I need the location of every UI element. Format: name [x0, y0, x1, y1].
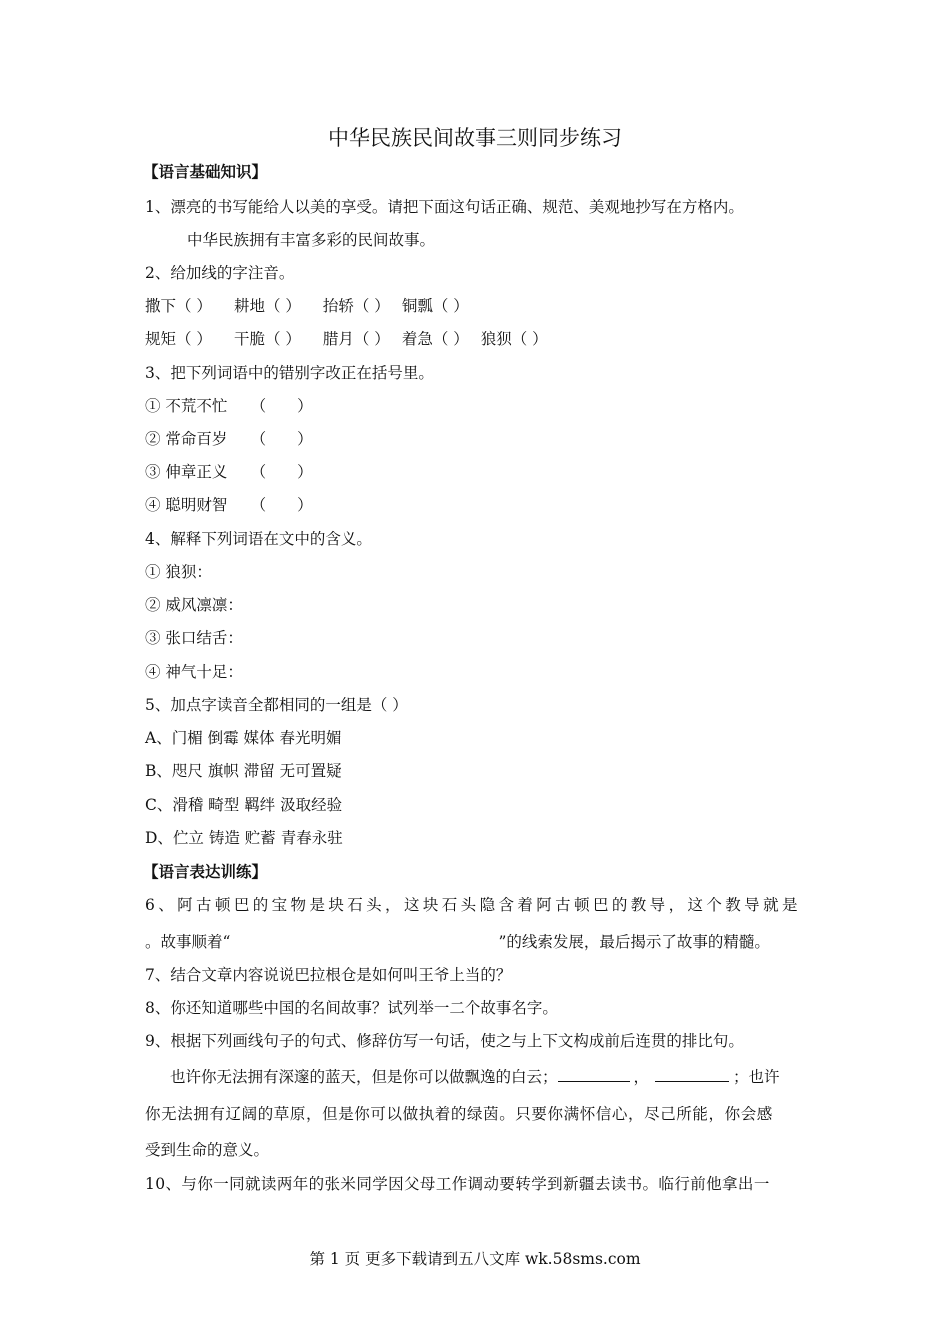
question-9-line-3: 受到生命的意义。: [145, 1141, 270, 1159]
question-5-option: B、咫尺 旗帜 滞留 无可置疑: [145, 762, 342, 780]
page-title: 中华民族民间故事三则同步练习: [328, 126, 622, 150]
pinyin-item: 撒下（ ）: [145, 297, 212, 315]
question-3: 3、把下列词语中的错别字改正在括号里。: [145, 364, 434, 382]
question-4-item: ④ 神气十足：: [145, 663, 243, 681]
page-footer: 第 1 页 更多下载请到五八文库 wk.58sms.com: [309, 1250, 641, 1268]
pinyin-item: 腊月（ ）: [322, 330, 390, 348]
question-6-text: 。故事顺着“: [145, 933, 231, 951]
question-1: 1、漂亮的书写能给人以美的享受。请把下面这句话正确、规范、美观地抄写在方格内。: [145, 198, 744, 216]
pinyin-item: 干脆（ ）: [233, 330, 301, 348]
fill-blank-2[interactable]: [655, 1067, 729, 1082]
pinyin-item: 抬轿（ ）: [322, 297, 390, 315]
question-9-text: 也许你无法拥有深邃的蓝天，但是你可以做飘逸的白云；: [170, 1068, 558, 1086]
pinyin-item: 狼狈（ ）: [480, 330, 548, 348]
question-9-line-2: 你无法拥有辽阔的草原，但是你可以做执着的绿茵。只要你满怀信心，尽己所能，你会感: [145, 1105, 773, 1123]
question-8: 8、你还知道哪些中国的名间故事？试列举一二个故事名字。: [145, 999, 558, 1017]
question-4-item: ② 威风凛凛：: [145, 596, 243, 614]
question-10: 10、与你一同就读两年的张米同学因父母工作调动要转学到新疆去读书。临行前他拿出一: [145, 1175, 770, 1193]
question-3-item: ④ 聪明财智 （ ）: [145, 496, 313, 514]
section-heading-expression: 【语言表达训练】: [143, 862, 268, 881]
question-2-row-2: [145, 329, 570, 349]
question-4-item: ③ 张口结舌：: [145, 629, 243, 647]
question-4-item: ① 狼狈：: [145, 563, 212, 581]
question-2: 2、给加线的字注音。: [145, 264, 295, 282]
question-3-item: ③ 伸章正义 （ ）: [145, 463, 313, 481]
question-6-line-2: [145, 932, 770, 952]
pinyin-item: 铜瓢（ ）: [401, 297, 469, 315]
question-6-text: ”的线索发展，最后揭示了故事的精髓。: [498, 933, 770, 951]
question-9: 9、根据下列画线句子的句式、修辞仿写一句话，使之与上下文构成前后连贯的排比句。: [145, 1032, 744, 1050]
pinyin-item: 着急（ ）: [401, 330, 469, 348]
question-5-option: D、伫立 铸造 贮蓄 青春永驻: [145, 829, 343, 847]
question-5: 5、加点字读音全都相同的一组是（ ）: [145, 696, 408, 714]
question-3-item: ② 常命百岁 （ ）: [145, 430, 313, 448]
question-5-option: C、滑稽 畸型 羁绊 汲取经验: [145, 796, 343, 814]
section-heading-basics: 【语言基础知识】: [143, 162, 268, 181]
question-2-row-1: [145, 296, 491, 316]
question-6-line-1: 6、阿古顿巴的宝物是块石头，这块石头隐含着阿古顿巴的教导，这个教导就是: [145, 896, 801, 914]
question-1-sentence: 中华民族拥有丰富多彩的民间故事。: [187, 231, 436, 249]
question-7: 7、结合文章内容说说巴拉根仓是如何叫王爷上当的？: [145, 966, 512, 984]
fill-blank-1[interactable]: [558, 1067, 630, 1082]
question-9-text: ，: [633, 1068, 650, 1086]
pinyin-item: 规矩（ ）: [145, 330, 212, 348]
question-9-text: ；也许: [733, 1068, 780, 1086]
question-5-option: A、门楣 倒霉 媒体 春光明媚: [145, 729, 342, 747]
question-9-line-1: [170, 1067, 780, 1087]
question-3-item: ① 不荒不忙 （ ）: [145, 397, 313, 415]
pinyin-item: 耕地（ ）: [233, 297, 301, 315]
question-4: 4、解释下列词语在文中的含义。: [145, 530, 372, 548]
